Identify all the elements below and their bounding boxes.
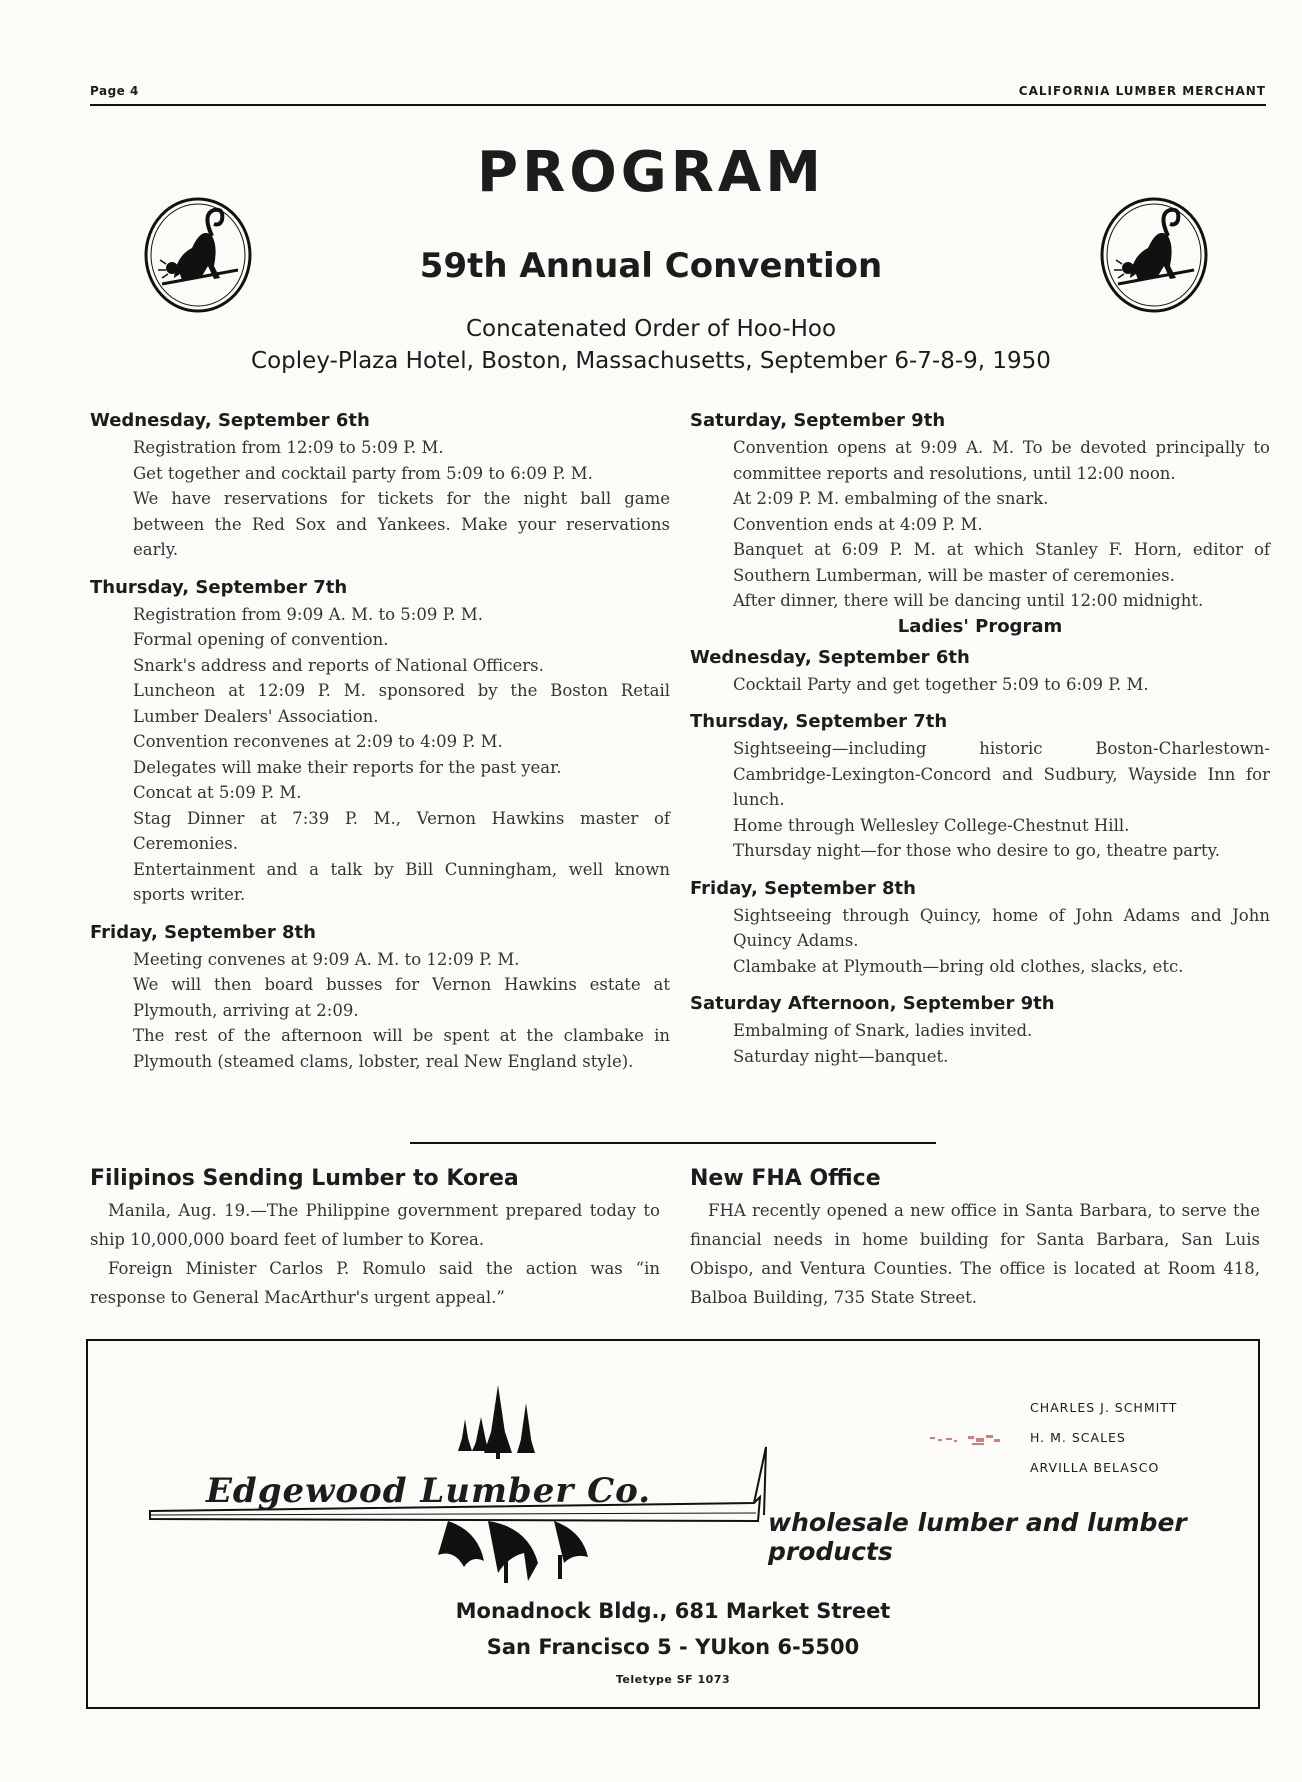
schedule-day-thursday: [90, 577, 670, 908]
schedule-line: Thursday night—for those who desire to go, theatre party.: [733, 841, 1221, 860]
pine-trees-icon: [458, 1385, 535, 1459]
schedule-line: Registration from 12:09 to 5:09 P. M.: [133, 438, 444, 457]
schedule-line: Entertainment and a talk by Bill Cunningham, well known sports writer.: [133, 859, 670, 904]
schedule-line: Embalming of Snark, ladies invited.: [733, 1021, 1033, 1040]
schedule-line: Concat at 5:09 P. M.: [133, 783, 302, 802]
schedule-line: Banquet at 6:09 P. M. at which Stanley F. Horn, editor of Southern Lumberman, will be master of ceremonies.: [733, 540, 1270, 585]
ad-tagline: wholesale lumber and lumber products: [768, 1508, 1187, 1566]
day-heading: Saturday Afternoon, September 9th: [690, 993, 1055, 1014]
program-right-column: [690, 410, 1270, 1083]
header-rule: [90, 104, 1266, 106]
schedule-line: We have reservations for tickets for the night ball game between the Red Sox and Yankees. Make your reservations early.: [133, 489, 670, 559]
korea-paragraph-2: Foreign Minister Carlos P. Romulo said the action was “in response to General MacArthur's urgent appeal.”: [90, 1259, 660, 1307]
fha-paragraph: FHA recently opened a new office in Santa Barbara, to serve the financial needs in home building for Santa Barbara, San Luis Obispo, and Ventura Counties. The office is located at Room 418, Balboa Building, 735 State Street.: [690, 1201, 1260, 1307]
schedule-line: Meeting convenes at 9:09 A. M. to 12:09 P. M.: [133, 949, 520, 969]
venue-dates: Copley-Plaza Hotel, Boston, Massachusetts, September 6-7-8-9, 1950: [251, 348, 1051, 374]
ad-teletype: Teletype SF 1073: [615, 1673, 731, 1686]
ladies-day-thursday: [690, 711, 1270, 864]
schedule-line: Convention opens at 9:09 A. M. To be devoted principally to committee reports and resolutions, until 12:00 noon.: [733, 438, 1270, 483]
schedule-line: Convention ends at 4:09 P. M.: [733, 514, 983, 534]
organization-name: Concatenated Order of Hoo-Hoo: [465, 316, 837, 342]
schedule-line: Home through Wellesley College-Chestnut Hill.: [733, 815, 1130, 835]
schedule-line: The rest of the afternoon will be spent at the clambake in Plymouth (steamed clams, lobster, real New England style).: [133, 1026, 670, 1071]
ad-company-name: Edgewood Lumber Co.: [206, 1471, 652, 1511]
schedule-day-saturday: [690, 410, 1270, 614]
schedule-line: Snark's address and reports of National Officers.: [133, 655, 544, 675]
ladies-program-heading: Ladies' Program: [897, 615, 1063, 637]
day-heading: Thursday, September 7th: [90, 576, 348, 598]
schedule-line: Registration from 9:09 A. M. to 5:09 P. M.: [133, 604, 483, 624]
ladies-day-saturday: [690, 993, 1270, 1069]
section-divider: [410, 1142, 936, 1144]
ad-person: H. M. SCALES: [1030, 1430, 1126, 1445]
ad-city-phone: San Francisco 5 - YUkon 6-5500: [486, 1635, 860, 1659]
page-number: Page 4: [90, 84, 139, 98]
ad-people-list: [1030, 1393, 1177, 1483]
schedule-line: Cocktail Party and get together 5:09 to 6:09 P. M.: [733, 674, 1149, 694]
schedule-line: Get together and cocktail party from 5:09 to 6:09 P. M.: [133, 463, 593, 483]
day-heading: Friday, September 8th: [690, 877, 916, 899]
convention-subtitle: 59th Annual Convention: [419, 246, 883, 286]
schedule-day-wednesday: [90, 410, 670, 563]
ladies-day-friday: [690, 878, 1270, 980]
day-heading: Wednesday, September 6th: [690, 646, 970, 668]
day-heading: Friday, September 8th: [90, 921, 316, 943]
ad-person: CHARLES J. SCHMITT: [1030, 1400, 1178, 1415]
ad-address: Monadnock Bldg., 681 Market Street: [455, 1599, 891, 1623]
publication-name: CALIFORNIA LUMBER MERCHANT: [1018, 84, 1266, 98]
day-heading: Thursday, September 7th: [690, 711, 948, 732]
ad-person: ARVILLA BELASCO: [1030, 1460, 1160, 1475]
schedule-line: Saturday night—banquet.: [733, 1046, 949, 1066]
schedule-line: Luncheon at 12:09 P. M. sponsored by the Boston Retail Lumber Dealers' Association.: [133, 681, 670, 726]
korea-paragraph-1: Manila, Aug. 19.—The Philippine government prepared today to ship 10,000,000 board feet of lumber to Korea.: [90, 1201, 660, 1249]
schedule-line: At 2:09 P. M. embalming of the snark.: [733, 489, 1049, 508]
schedule-line: After dinner, there will be dancing until 12:00 midnight.: [733, 591, 1204, 610]
schedule-line: Formal opening of convention.: [133, 630, 389, 649]
schedule-line: Stag Dinner at 7:39 P. M., Vernon Hawkins master of Ceremonies.: [133, 808, 670, 853]
program-title: PROGRAM: [477, 140, 825, 205]
red-stamp-icon: [930, 1435, 1000, 1445]
pine-trees-below-icon: [438, 1521, 588, 1583]
edgewood-lumber-ad: [86, 1339, 1260, 1709]
schedule-line: Sightseeing through Quincy, home of John Adams and John Quincy Adams.: [733, 905, 1270, 950]
ladies-day-wednesday: [690, 647, 1270, 698]
day-heading: Saturday, September 9th: [690, 410, 946, 431]
korea-headline: Filipinos Sending Lumber to Korea: [90, 1166, 519, 1191]
fha-headline: New FHA Office: [690, 1166, 881, 1191]
schedule-line: Clambake at Plymouth—bring old clothes, slacks, etc.: [733, 956, 1184, 976]
schedule-day-friday: [90, 922, 670, 1075]
program-left-column: [90, 410, 670, 1088]
day-heading: Wednesday, September 6th: [90, 410, 370, 431]
schedule-line: Delegates will make their reports for the past year.: [133, 757, 562, 777]
schedule-line: We will then board busses for Vernon Hawkins estate at Plymouth, arriving at 2:09.: [133, 975, 670, 1020]
schedule-line: Convention reconvenes at 2:09 to 4:09 P. M.: [133, 732, 503, 751]
schedule-line: Sightseeing—including historic Boston-Charlestown-Cambridge-Lexington-Concord and Sudbury, Wayside Inn for lunch.: [733, 739, 1270, 809]
